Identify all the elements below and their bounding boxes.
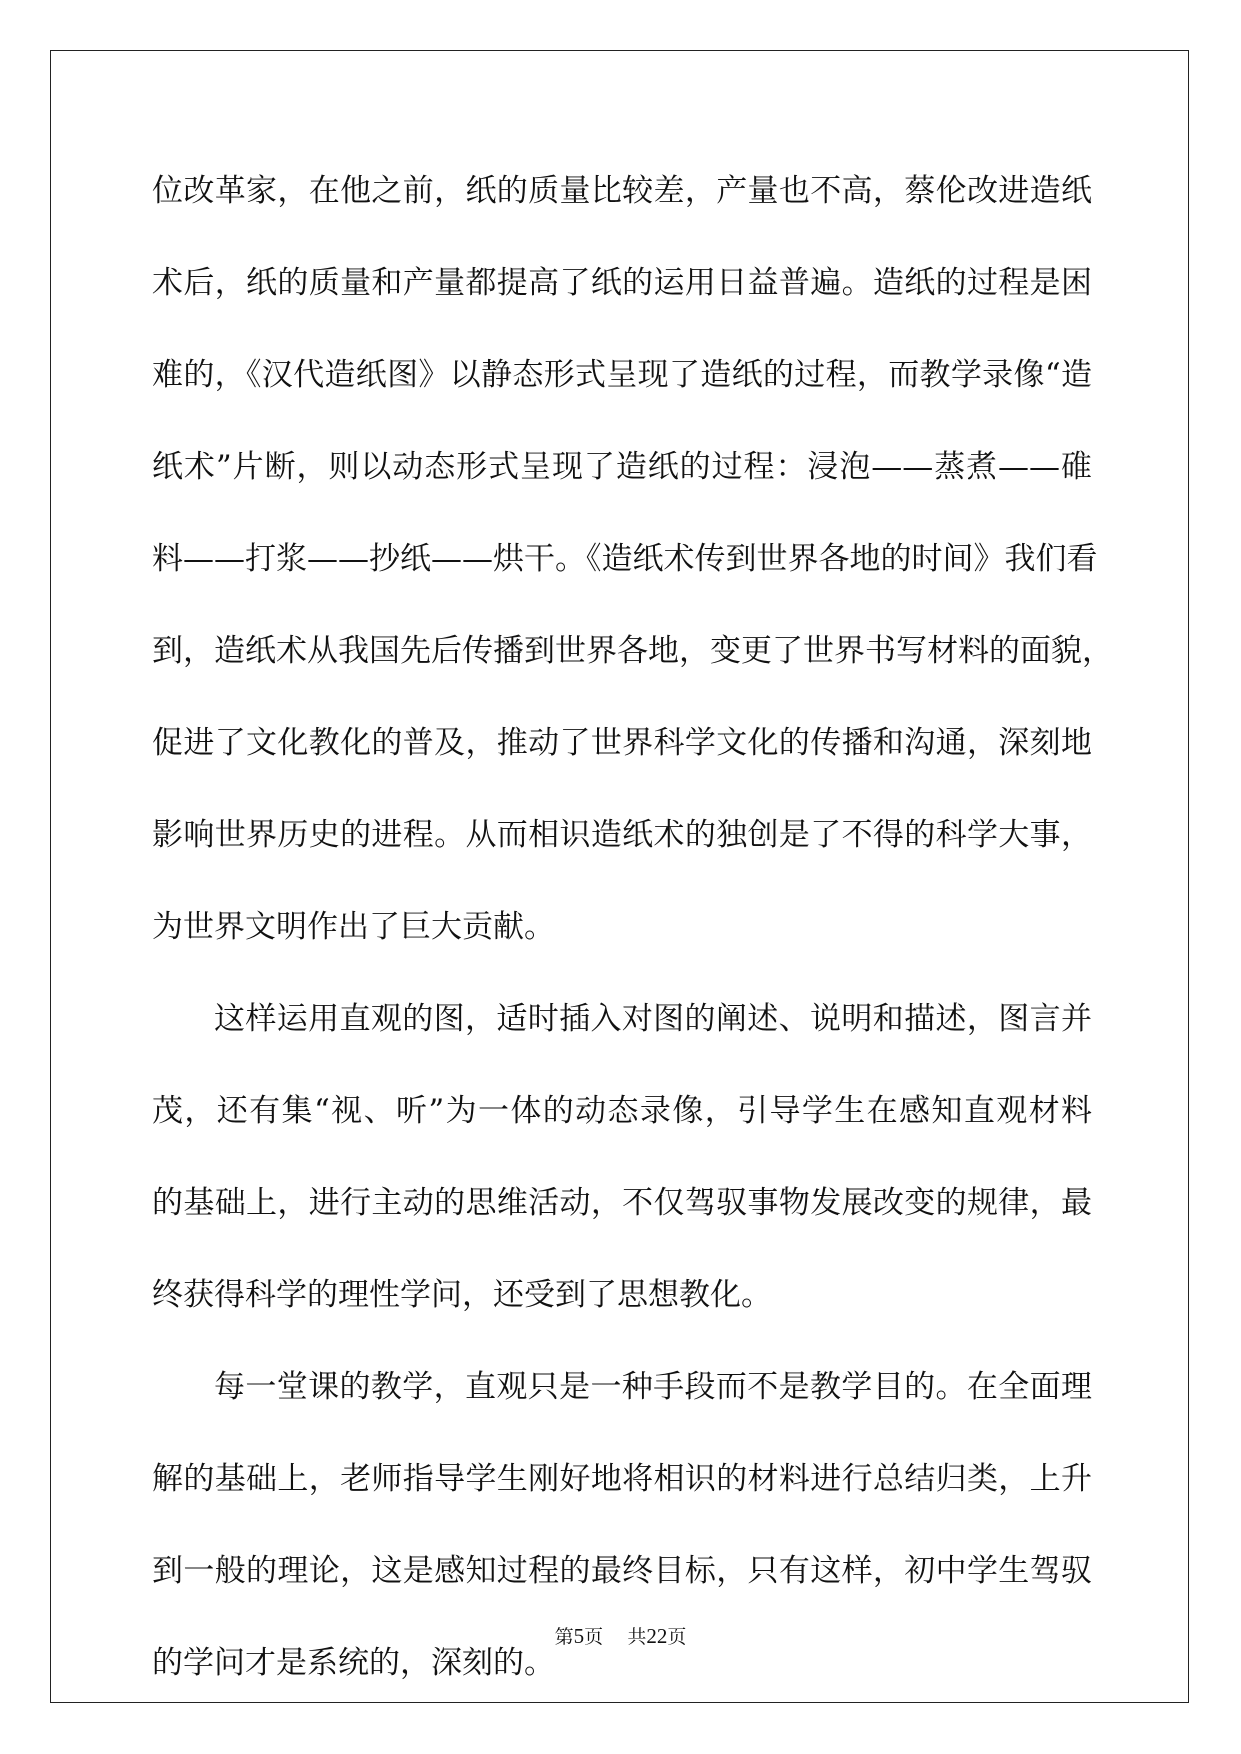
page-footer bbox=[0, 1622, 1241, 1649]
text-line: 茂，还有集“视、听”为一体的动态录像，引导学生在感知直观材料 bbox=[152, 1093, 1092, 1129]
text-line: 的基础上，进行主动的思维活动，不仅驾驭事物发展改变的规律，最 bbox=[152, 1185, 1092, 1221]
paragraph-first-line: 每一堂课的教学，直观只是一种手段而不是教学目的。在全面理 bbox=[214, 1369, 1092, 1405]
text-line: 促进了文化教化的普及，推动了世界科学文化的传播和沟通，深刻地 bbox=[152, 725, 1092, 761]
text-line: 难的，《汉代造纸图》以静态形式呈现了造纸的过程，而教学录像“造 bbox=[152, 357, 1092, 393]
text-line: 术后，纸的质量和产量都提高了纸的运用日益普遍。造纸的过程是困 bbox=[152, 265, 1092, 301]
text-line: 位改革家，在他之前，纸的质量比较差，产量也不高，蔡伦改进造纸 bbox=[152, 173, 1092, 209]
text-line: 料——打浆——抄纸——烘干。《造纸术传到世界各地的时间》我们看 bbox=[152, 541, 1098, 577]
footer-prefix: 第 bbox=[554, 1626, 574, 1648]
footer-total-prefix: 共 bbox=[627, 1626, 647, 1648]
paragraph-first-line: 这样运用直观的图，适时插入对图的阐述、说明和描述，图言并 bbox=[214, 1001, 1092, 1037]
text-line: 解的基础上，老师指导学生刚好地将相识的材料进行总结归类，上升 bbox=[152, 1461, 1092, 1497]
text-line: 为世界文明作出了巨大贡献。 bbox=[152, 909, 555, 945]
total-page-number: 22 bbox=[646, 1624, 668, 1648]
text-line: 到，造纸术从我国先后传播到世界各地，变更了世界书写材料的面貌， bbox=[152, 633, 1113, 669]
document-body bbox=[152, 160, 1113, 1724]
current-page-number: 5 bbox=[573, 1624, 585, 1648]
footer-total-suffix: 页 bbox=[667, 1626, 687, 1648]
text-line: 终获得科学的理性学问，还受到了思想教化。 bbox=[152, 1277, 772, 1313]
text-line: 纸术”片断，则以动态形式呈现了造纸的过程：浸泡——蒸煮——碓 bbox=[152, 449, 1092, 485]
footer-page-word: 页 bbox=[584, 1626, 604, 1648]
text-line: 到一般的理论，这是感知过程的最终目标，只有这样，初中学生驾驭 bbox=[152, 1553, 1092, 1589]
text-line: 的学问才是系统的，深刻的。 bbox=[152, 1645, 555, 1681]
text-line: 影响世界历史的进程。从而相识造纸术的独创是了不得的科学大事， bbox=[152, 817, 1092, 853]
